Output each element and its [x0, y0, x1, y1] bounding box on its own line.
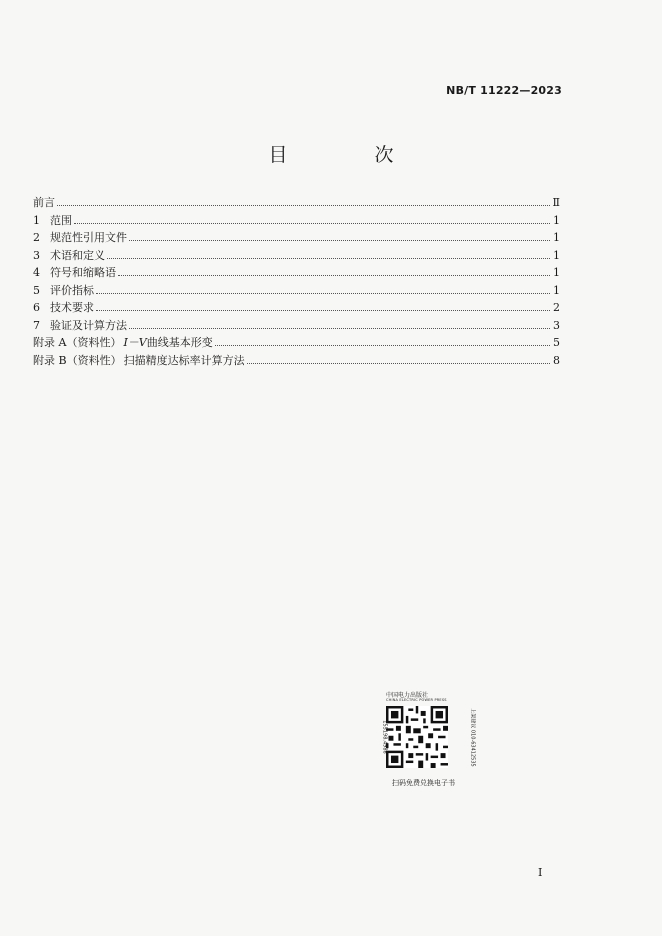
toc-entry-label: 前言: [33, 196, 55, 209]
toc-entry-number: 7: [33, 318, 40, 332]
qr-code-block: [382, 690, 478, 798]
toc-entry-page: 2: [553, 301, 560, 314]
toc-entry-number: 3: [33, 248, 40, 262]
toc-leader-dots: [96, 302, 550, 311]
toc-entry-prefix: 附录 B（资料性）: [33, 353, 122, 367]
toc-entry-label: 扫描精度达标率计算方法: [123, 353, 245, 367]
toc-entry-label: 范围: [50, 213, 72, 227]
toc-entry-page: 1: [553, 283, 560, 297]
toc-entry-page: 8: [553, 353, 560, 367]
toc-entry[interactable]: [33, 212, 560, 230]
standard-number: NB/T 11222—2023: [446, 84, 562, 97]
toc-entry-label: 技术要求: [50, 301, 94, 314]
toc-entry-label-text: 曲线基本形变: [146, 336, 213, 349]
toc-entry[interactable]: [33, 194, 560, 212]
toc-entry-label: 规范性引用文件: [50, 231, 127, 244]
toc-entry-page: 3: [553, 318, 560, 332]
toc-entry-page: 1: [553, 266, 560, 279]
toc-entry-page: 1: [553, 248, 560, 262]
toc-entry-page: 1: [553, 213, 560, 227]
publisher-name-en: CHINA ELECTRIC POWER PRESS: [386, 698, 447, 702]
toc-entry-page: Ⅱ: [552, 196, 560, 209]
toc-entry-number: 5: [33, 283, 40, 297]
toc-entry[interactable]: [33, 352, 560, 370]
toc-entry[interactable]: [33, 299, 560, 317]
toc-entry-page: 1: [553, 231, 560, 244]
qr-code-icon[interactable]: [386, 706, 448, 768]
toc-leader-dots: [107, 250, 550, 259]
toc-entry[interactable]: [33, 264, 560, 282]
toc-entry-prefix: 附录 A（资料性）: [33, 336, 122, 349]
toc-leader-dots: [215, 337, 550, 346]
toc-leader-dots: [74, 215, 550, 224]
toc-entry[interactable]: [33, 282, 560, 300]
toc-entry-page: 5: [553, 336, 560, 349]
page-title: 目 次: [268, 144, 428, 166]
toc-entry[interactable]: [33, 317, 560, 335]
qr-caption: 扫码免费兑换电子书: [392, 779, 455, 787]
toc-entry[interactable]: [33, 247, 560, 265]
table-of-contents: [33, 194, 560, 369]
toc-entry-label: 术语和定义: [50, 248, 105, 262]
toc-entry[interactable]: [33, 334, 560, 352]
toc-entry-symbol: I－V: [123, 336, 147, 349]
page-number: I: [538, 866, 543, 879]
toc-entry-label: 评价指标: [50, 283, 94, 297]
toc-leader-dots: [118, 267, 550, 276]
qr-side-code: 155198.4986: [381, 720, 388, 754]
toc-entry-label: [123, 334, 212, 352]
toc-leader-dots: [129, 232, 550, 241]
toc-entry-label: 验证及计算方法: [50, 318, 127, 332]
toc-leader-dots: [57, 197, 550, 206]
toc-entry-number: 1: [33, 213, 40, 227]
toc-entry-number: 4: [33, 266, 40, 279]
toc-leader-dots: [96, 285, 550, 294]
toc-leader-dots: [247, 355, 550, 364]
publisher-name: 中国电力出版社: [386, 692, 429, 699]
toc-entry-number: 6: [33, 301, 40, 314]
toc-entry[interactable]: [33, 229, 560, 247]
toc-entry-number: 2: [33, 231, 40, 244]
toc-leader-dots: [129, 320, 550, 329]
qr-side-note: 上架建议 010-63412535: [469, 708, 476, 767]
toc-entry-label: 符号和缩略语: [50, 266, 116, 279]
